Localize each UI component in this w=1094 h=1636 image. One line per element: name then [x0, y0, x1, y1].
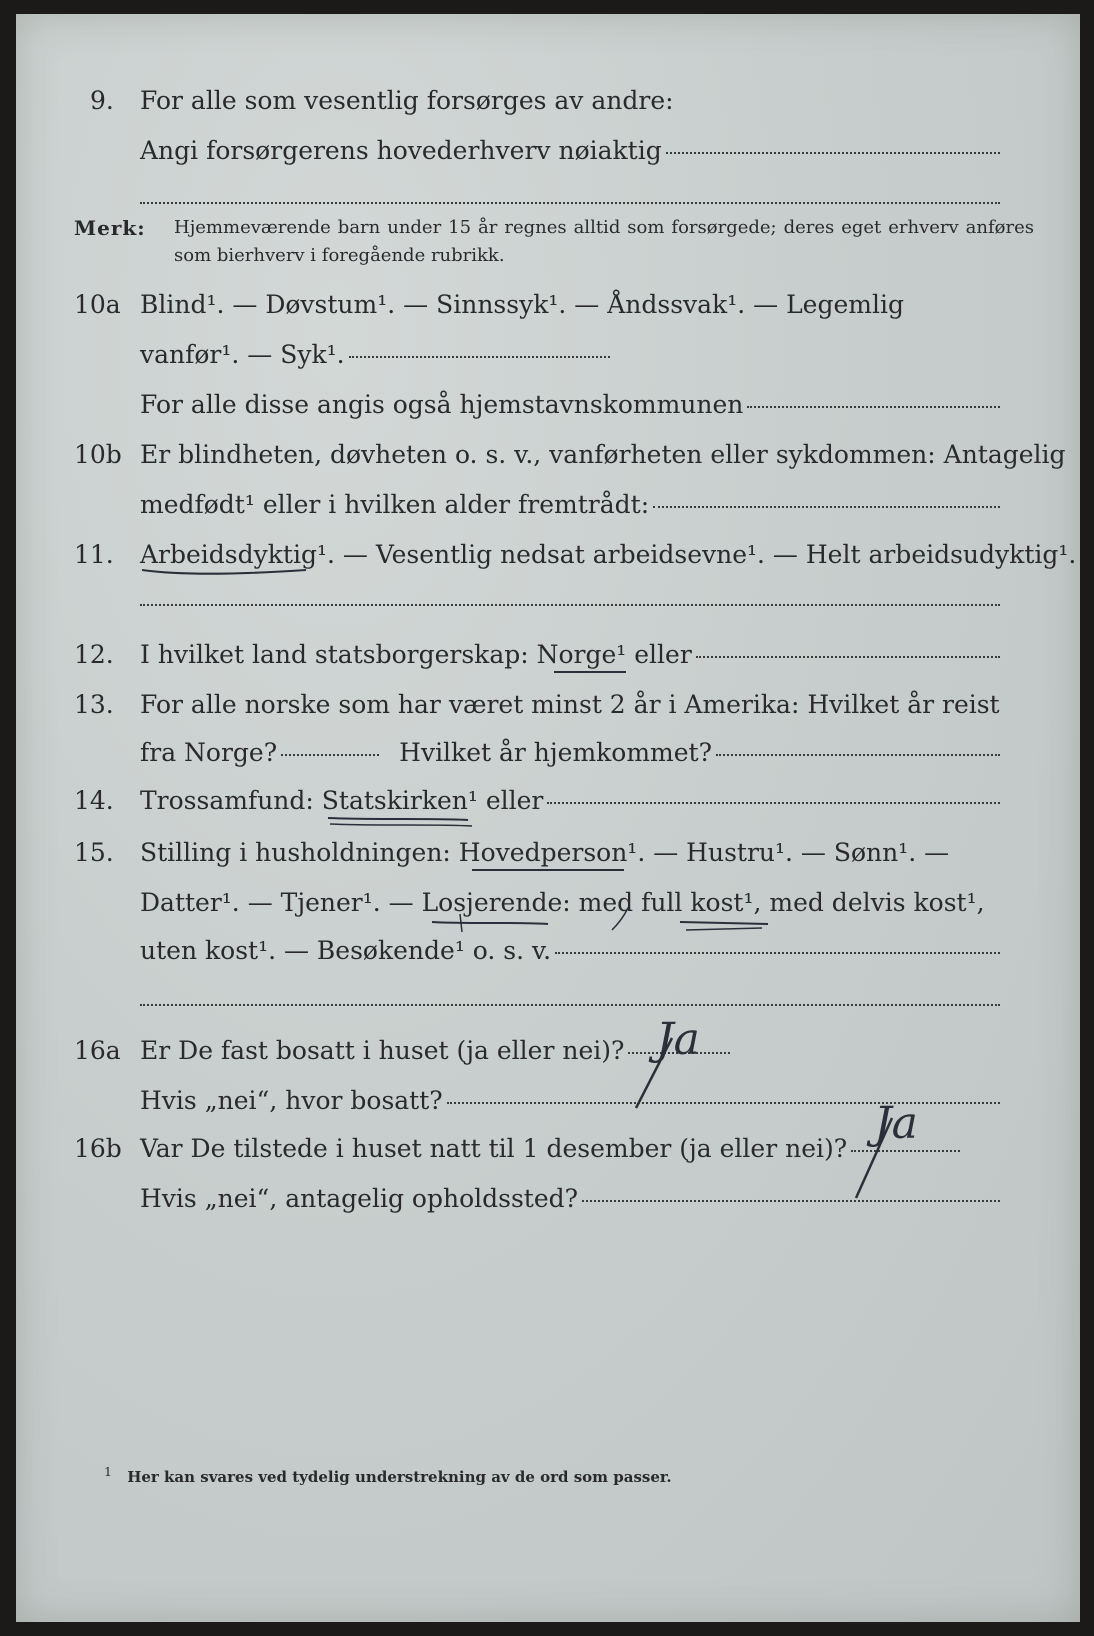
footnote-text: Her kan svares ved tydelig understrekning av de ord som passer.: [127, 1468, 672, 1486]
question-16b-number: 16b: [74, 1134, 122, 1163]
home-municipality-label: For alle disse angis også hjemstavnskommunen: [140, 390, 744, 419]
resident-question-text: Er De fast bosatt i huset (ja eller nei)?: [140, 1036, 625, 1065]
question-9-provider-label: Angi forsørgerens hovederhverv nøiaktig: [140, 136, 662, 165]
question-10a-number: 10a: [74, 290, 121, 319]
household-position-text2: Datter¹. — Tjener¹. — Losjerende: med full kost¹, med delvis kost¹,: [140, 888, 985, 917]
stroke-losjerende: [460, 914, 462, 932]
question-10b-text2: medfødt¹ eller i hvilken alder fremtrådt:: [140, 490, 650, 519]
stroke-mark: [612, 908, 628, 930]
question-14-number: 14.: [74, 786, 114, 815]
question-10a-text: Blind¹. — Døvstum¹. — Sinnssyk¹. — Åndssvak¹. — Legemlig: [140, 290, 904, 319]
present-answer-handwriting: Ja: [874, 1098, 918, 1149]
departure-year-label: fra Norge?: [140, 738, 278, 767]
question-10a-text2: vanfør¹. — Syk¹.: [140, 340, 345, 369]
question-11-number: 11.: [74, 540, 114, 569]
underline-arbeidsdyktig: [142, 570, 306, 574]
present-question-text: Var De tilstede i huset natt til 1 desember (ja eller nei)?: [140, 1134, 848, 1163]
underline-full-kost-2: [686, 928, 762, 930]
question-16a-number: 16a: [74, 1036, 121, 1065]
religion-label: Trossamfund: Statskirken¹ eller: [140, 786, 544, 815]
citizenship-label: I hvilket land statsborgerskap: Norge¹ eller: [140, 640, 692, 669]
america-question-text: For alle norske som har været minst 2 år i Amerika: Hvilket år reist: [140, 690, 1000, 719]
underline-full-kost: [680, 922, 768, 924]
note-text: Hjemmeværende barn under 15 år regnes alltid som forsørgede; deres eget erhverv anføres som bierhverv i foregående rubrikk.: [174, 217, 1034, 266]
household-position-text3: uten kost¹. — Besøkende¹ o. s. v.: [140, 936, 552, 965]
question-9-number: 9.: [90, 86, 114, 115]
question-9-text: For alle som vesentlig forsørges av andre:: [140, 86, 674, 115]
note-label: Merk:: [74, 216, 146, 240]
resident-elsewhere-label: Hvis „nei“, hvor bosatt?: [140, 1086, 443, 1115]
footnote-mark: 1: [104, 1464, 112, 1479]
answer-16b-stroke: [856, 1118, 892, 1198]
question-12-number: 12.: [74, 640, 114, 669]
underline-losjerende: [432, 922, 548, 924]
question-13-number: 13.: [74, 690, 114, 719]
census-form-page: [16, 14, 1080, 1622]
underline-statskirken: [328, 818, 468, 820]
household-position-text: Stilling i husholdningen: Hovedperson¹. — Hustru¹. — Sønn¹. —: [140, 838, 950, 867]
return-year-label: Hvilket år hjemkommet?: [399, 738, 713, 767]
work-ability-options: Arbeidsdyktig¹. — Vesentlig nedsat arbeidsevne¹. — Helt arbeidsudyktig¹.: [140, 540, 1077, 569]
resident-answer-handwriting: Ja: [656, 1014, 700, 1065]
underline-statskirken-2: [330, 824, 472, 826]
question-15-number: 15.: [74, 838, 114, 867]
answer-16a-stroke: [636, 1038, 672, 1108]
whereabouts-label: Hvis „nei“, antagelig opholdssted?: [140, 1184, 579, 1213]
handwritten-marks: [16, 14, 1080, 1622]
question-10b-text: Er blindheten, døvheten o. s. v., vanførheten eller sykdommen: Antagelig: [140, 440, 1066, 469]
question-10b-number: 10b: [74, 440, 122, 469]
